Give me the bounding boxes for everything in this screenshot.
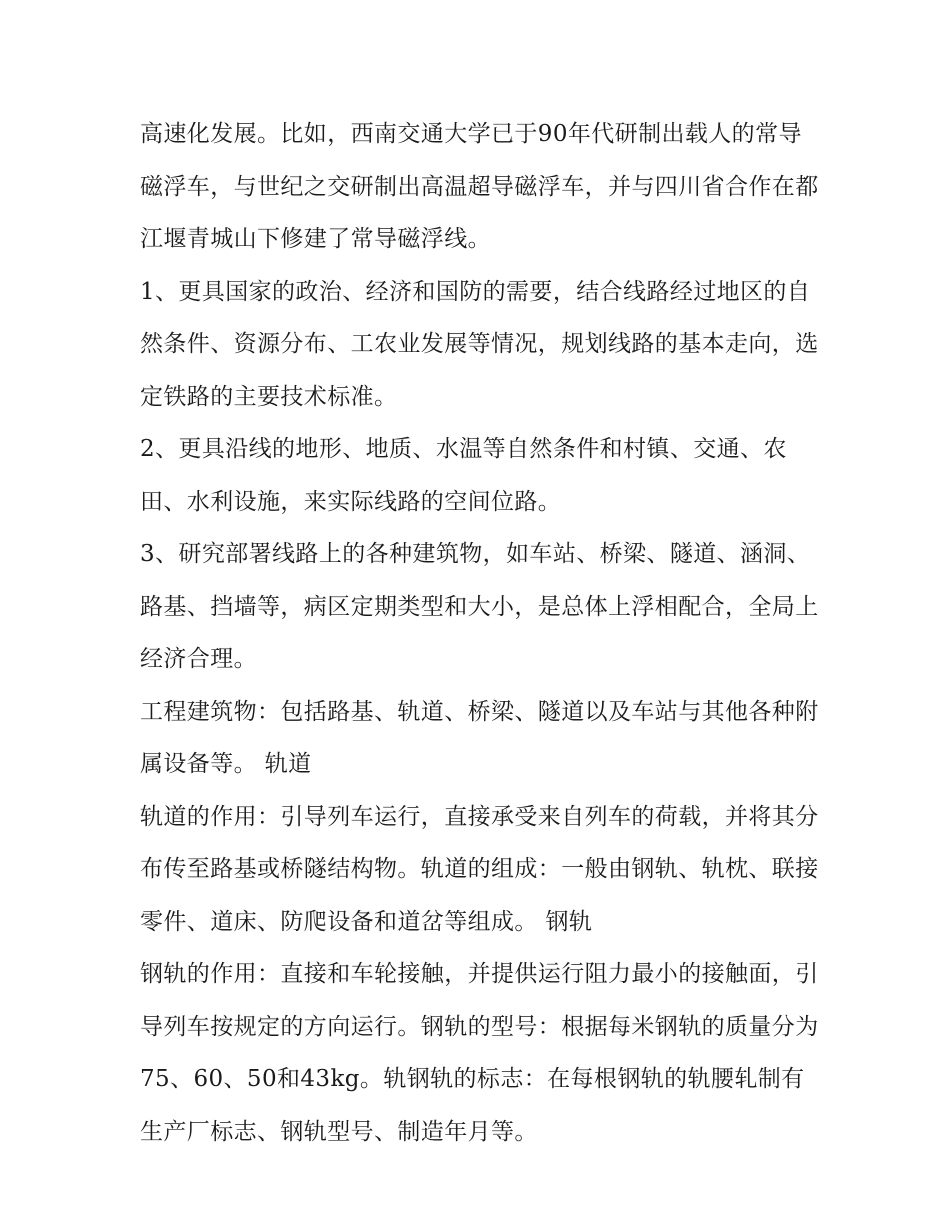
paragraph-track: 轨道的作用：引导列车运行，直接承受来自列车的荷载，并将其分布传至路基或桥隧结构物。轨道的组成：一般由钢轨、轨枕、联接零件、道床、防爬设备和道岔等组成。 钢轨 — [140, 803, 819, 935]
document-body — [140, 108, 820, 1158]
paragraph-engineering-structures: 工程建筑物：包括路基、轨道、桥梁、隧道以及车站与其他各种附属设备等。 轨道 — [140, 698, 819, 777]
paragraph-step-3: 3、研究部署线路上的各种建筑物，如车站、桥梁、隧道、涵洞、路基、挡墙等，病区定期类型和大小，是总体上浮相配合，全局上经济合理。 — [140, 541, 819, 672]
paragraph-step-2: 2、更具沿线的地形、地质、水温等自然条件和村镇、交通、农田、水利设施，来实际线路的空间位路。 — [140, 436, 787, 515]
paragraph-step-1: 1、更具国家的政治、经济和国防的需要，结合线路经过地区的自然条件、资源分布、工农业发展等情况，规划线路的基本走向，选定铁路的主要技术标准。 — [140, 278, 819, 410]
paragraph-maglev-development: 高速化发展。比如，西南交通大学已于90年代研制出载人的常导磁浮车，与世纪之交研制出高温超导磁浮车，并与四川省合作在都江堰青城山下修建了常导磁浮线。 — [140, 121, 819, 252]
paragraph-rail: 钢轨的作用：直接和车轮接触，并提供运行阻力最小的接触面，引导列车按规定的方向运行。钢轨的型号：根据每米钢轨的质量分为75、60、50和43kg。轨钢轨的标志：在每根钢轨的轨腰轧制有生产厂标志、钢轨型号、制造年月等。 — [140, 961, 819, 1145]
